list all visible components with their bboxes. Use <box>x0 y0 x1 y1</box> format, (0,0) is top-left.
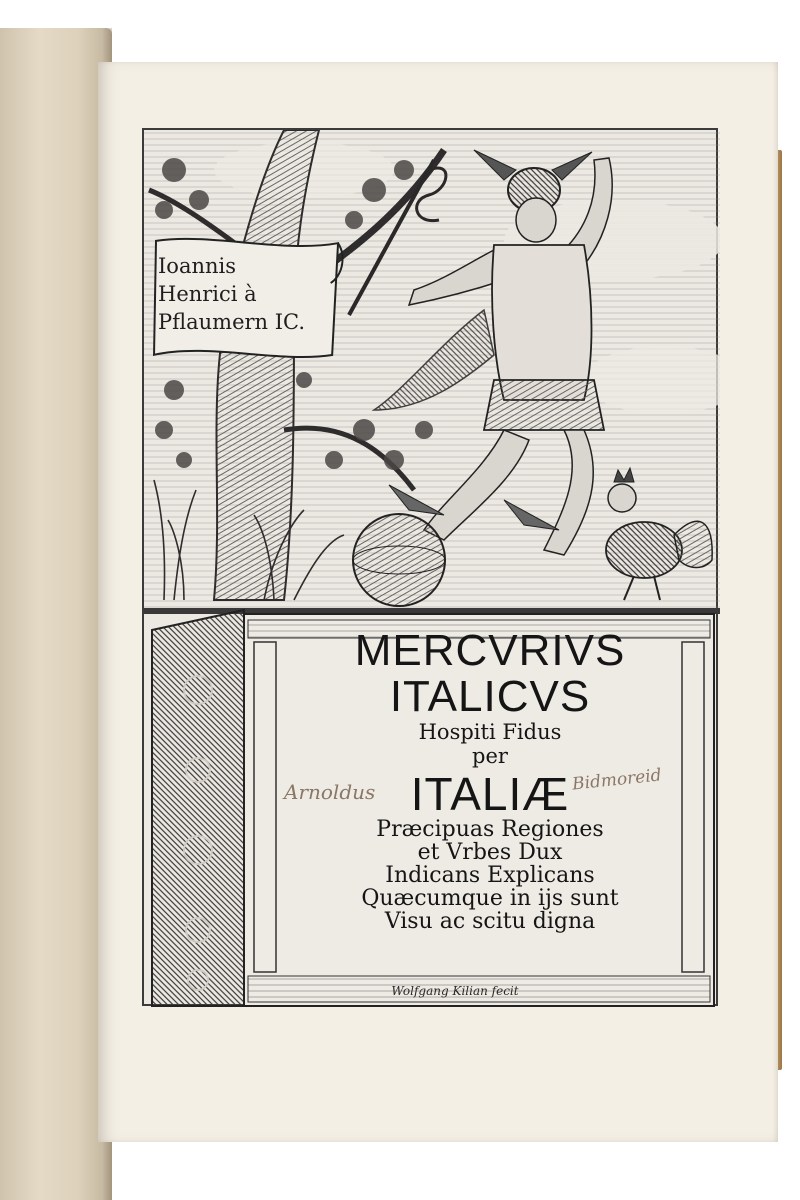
author-name <box>158 252 338 336</box>
handwritten-note-left: Arnoldus <box>284 780 376 804</box>
engraver-signature: Wolfgang Kilian fecit <box>391 984 519 998</box>
author-line: Ioannis <box>158 254 237 278</box>
handwritten-note-right: Bidmoreid <box>571 765 663 795</box>
pedestal-side <box>152 610 244 1006</box>
title-line-10: Visu ac scitu digna <box>384 909 596 934</box>
title-line-2: ITALICVS <box>389 672 591 721</box>
title-line-6: Præcipuas Regiones <box>376 817 604 842</box>
title-line-1: MERCVRIVS <box>354 626 626 675</box>
book-binding <box>0 28 112 1200</box>
title-line-9: Quæcumque in ijs sunt <box>361 886 619 911</box>
title-line-3: Hospiti Fidus <box>418 720 562 744</box>
globe <box>353 514 445 606</box>
author-line: Pflaumern IC. <box>158 310 306 334</box>
title-line-4: per <box>472 744 508 768</box>
title-line-5: ITALIÆ <box>410 768 570 820</box>
title-line-7: et Vrbes Dux <box>417 840 563 865</box>
title-line-8: Indicans Explicans <box>385 863 595 888</box>
author-line: Henrici à <box>158 282 257 306</box>
